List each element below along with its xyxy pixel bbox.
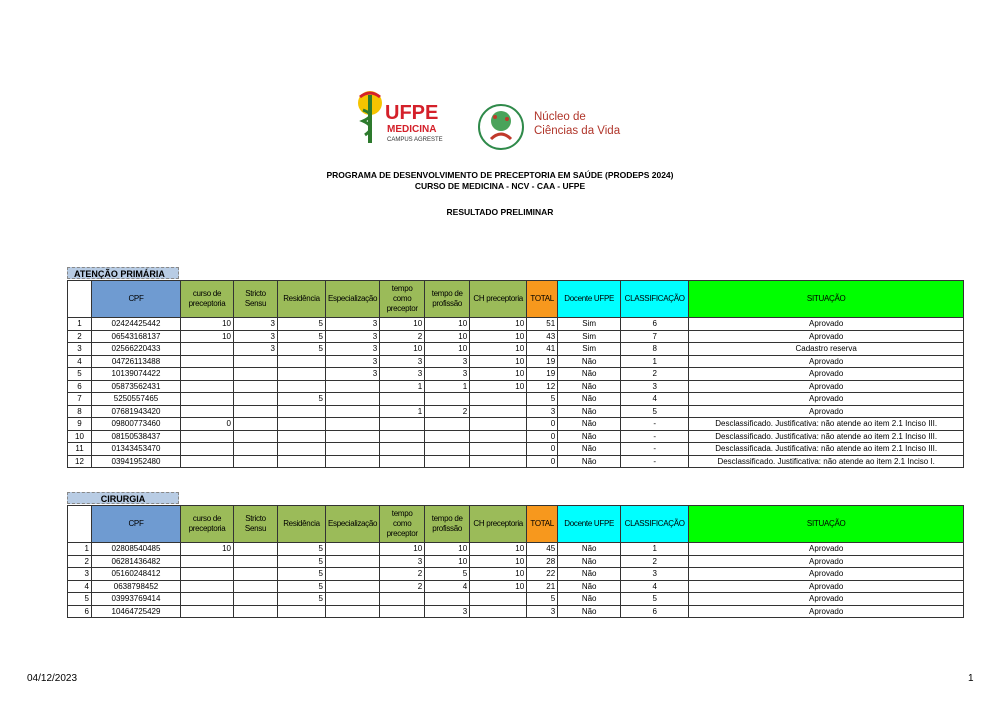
cell-tempo-como-preceptor (380, 430, 425, 443)
cell-cpf: 07681943420 (92, 405, 181, 418)
cell-stricto-sensu (234, 593, 278, 606)
cell-docente-ufpe: Não (558, 380, 621, 393)
cell-residencia: 5 (278, 393, 326, 406)
cell-situacao: Aprovado (689, 593, 964, 606)
cell-especializacao (326, 380, 380, 393)
cell-classificacao: 5 (621, 593, 689, 606)
cell-total: 19 (527, 355, 558, 368)
ncv-logo-text: Núcleo de Ciências da Vida (534, 111, 621, 137)
column-header-classificacao: CLASSIFICAÇÃO (621, 281, 689, 318)
column-header-tempo-de-profissao: tempo de profissão (425, 506, 470, 543)
cell-curso-preceptoria (181, 593, 234, 606)
cell-tempo-como-preceptor: 10 (380, 318, 425, 331)
cell-total: 21 (527, 580, 558, 593)
cell-docente-ufpe: Não (558, 568, 621, 581)
cell-cpf: 03941952480 (92, 455, 181, 468)
cell-total: 0 (527, 455, 558, 468)
cell-docente-ufpe: Não (558, 543, 621, 556)
cell-curso-preceptoria (181, 380, 234, 393)
cell-docente-ufpe: Não (558, 405, 621, 418)
cell-tempo-como-preceptor: 3 (380, 355, 425, 368)
cell-situacao: Aprovado (689, 555, 964, 568)
cell-ch-preceptoria: 10 (470, 330, 527, 343)
cell-total: 3 (527, 605, 558, 618)
cell-stricto-sensu: 3 (234, 343, 278, 356)
cell-residencia: 5 (278, 593, 326, 606)
table-row (68, 443, 964, 456)
cell-ch-preceptoria: 10 (470, 318, 527, 331)
table-row (68, 455, 964, 468)
cell-docente-ufpe: Não (558, 593, 621, 606)
cell-classificacao: 5 (621, 405, 689, 418)
cell-tempo-como-preceptor: 1 (380, 405, 425, 418)
cell-row-number: 1 (68, 543, 92, 556)
cell-especializacao (326, 443, 380, 456)
cell-situacao: Aprovado (689, 330, 964, 343)
cell-classificacao: 6 (621, 318, 689, 331)
cell-total: 43 (527, 330, 558, 343)
cell-tempo-como-preceptor: 10 (380, 543, 425, 556)
cell-ch-preceptoria: 10 (470, 343, 527, 356)
table-row (68, 418, 964, 431)
cell-ch-preceptoria (470, 393, 527, 406)
cell-ch-preceptoria: 10 (470, 380, 527, 393)
cell-ch-preceptoria: 10 (470, 580, 527, 593)
cell-tempo-de-profissao: 10 (425, 343, 470, 356)
cell-situacao: Desclassificada. Justificativa: não atende ao item 2.1 Inciso III. (689, 443, 964, 456)
cell-curso-preceptoria: 10 (181, 318, 234, 331)
table-row (68, 568, 964, 581)
cell-classificacao: 8 (621, 343, 689, 356)
cell-residencia (278, 405, 326, 418)
cell-cpf: 05160248412 (92, 568, 181, 581)
cell-total: 22 (527, 568, 558, 581)
cell-especializacao (326, 430, 380, 443)
cell-especializacao (326, 543, 380, 556)
cell-stricto-sensu (234, 455, 278, 468)
cell-docente-ufpe: Sim (558, 343, 621, 356)
cell-curso-preceptoria: 0 (181, 418, 234, 431)
cell-cpf: 09800773460 (92, 418, 181, 431)
column-header-ch-preceptoria: CH preceptoria (470, 281, 527, 318)
table-row (68, 580, 964, 593)
cell-ch-preceptoria (470, 418, 527, 431)
cell-residencia: 5 (278, 580, 326, 593)
cell-especializacao: 3 (326, 318, 380, 331)
column-header-stricto-sensu: Stricto Sensu (234, 506, 278, 543)
header-row (68, 506, 964, 543)
cell-classificacao: 2 (621, 368, 689, 381)
cell-especializacao (326, 393, 380, 406)
cell-total: 5 (527, 593, 558, 606)
table-row (68, 380, 964, 393)
cell-docente-ufpe: Não (558, 580, 621, 593)
cell-tempo-como-preceptor: 3 (380, 555, 425, 568)
cell-tempo-de-profissao: 10 (425, 330, 470, 343)
cell-ch-preceptoria: 10 (470, 568, 527, 581)
cell-especializacao (326, 568, 380, 581)
cell-docente-ufpe: Não (558, 443, 621, 456)
table-row (68, 355, 964, 368)
cell-tempo-de-profissao (425, 443, 470, 456)
cell-situacao: Desclassificado. Justificativa: não atende ao item 2.1 Inciso I. (689, 455, 964, 468)
cell-cpf: 5250557465 (92, 393, 181, 406)
cell-ch-preceptoria: 10 (470, 368, 527, 381)
cell-curso-preceptoria (181, 343, 234, 356)
cell-stricto-sensu (234, 355, 278, 368)
cell-row-number: 4 (68, 580, 92, 593)
cell-cpf: 05873562431 (92, 380, 181, 393)
cell-cpf: 08150538437 (92, 430, 181, 443)
cell-curso-preceptoria (181, 568, 234, 581)
cell-especializacao (326, 405, 380, 418)
cell-tempo-como-preceptor: 10 (380, 343, 425, 356)
cell-tempo-como-preceptor (380, 605, 425, 618)
cell-residencia (278, 443, 326, 456)
cell-classificacao: - (621, 443, 689, 456)
cell-especializacao (326, 593, 380, 606)
cell-residencia (278, 368, 326, 381)
cell-tempo-de-profissao: 1 (425, 380, 470, 393)
cell-situacao: Aprovado (689, 568, 964, 581)
cell-curso-preceptoria (181, 368, 234, 381)
column-header-cpf: CPF (92, 281, 181, 318)
cell-tempo-como-preceptor (380, 418, 425, 431)
cell-ch-preceptoria (470, 455, 527, 468)
cell-especializacao (326, 418, 380, 431)
column-header-especializacao: Especialização (326, 281, 380, 318)
cell-row-number: 4 (68, 355, 92, 368)
cell-residencia (278, 605, 326, 618)
cell-total: 28 (527, 555, 558, 568)
cell-stricto-sensu (234, 543, 278, 556)
cell-stricto-sensu (234, 555, 278, 568)
cell-classificacao: 1 (621, 355, 689, 368)
cell-tempo-de-profissao: 2 (425, 405, 470, 418)
column-header-tempo-de-profissao: tempo de profissão (425, 281, 470, 318)
cell-ch-preceptoria (470, 430, 527, 443)
cell-especializacao (326, 605, 380, 618)
ncv-logo-icon (477, 103, 525, 151)
cell-curso-preceptoria (181, 443, 234, 456)
cell-row-number: 6 (68, 605, 92, 618)
cell-cpf: 10464725429 (92, 605, 181, 618)
cell-tempo-como-preceptor: 1 (380, 380, 425, 393)
cell-row-number: 9 (68, 418, 92, 431)
cell-curso-preceptoria (181, 555, 234, 568)
column-header-tempo-como-preceptor: tempo como preceptor (380, 506, 425, 543)
cell-tempo-de-profissao: 3 (425, 368, 470, 381)
cell-tempo-de-profissao (425, 393, 470, 406)
cell-docente-ufpe: Não (558, 355, 621, 368)
cell-cpf: 01343453470 (92, 443, 181, 456)
cell-total: 5 (527, 393, 558, 406)
cell-stricto-sensu (234, 405, 278, 418)
column-header-curso-preceptoria: curso de preceptoria (181, 506, 234, 543)
column-header-classificacao: CLASSIFICAÇÃO (621, 506, 689, 543)
cell-tempo-de-profissao: 10 (425, 543, 470, 556)
column-header-total: TOTAL (527, 281, 558, 318)
cell-total: 0 (527, 418, 558, 431)
cell-stricto-sensu (234, 568, 278, 581)
cell-situacao: Aprovado (689, 543, 964, 556)
cell-docente-ufpe: Sim (558, 330, 621, 343)
cell-total: 19 (527, 368, 558, 381)
cell-classificacao: 4 (621, 393, 689, 406)
table-row (68, 543, 964, 556)
cell-classificacao: - (621, 430, 689, 443)
cell-tempo-como-preceptor: 2 (380, 330, 425, 343)
cell-ch-preceptoria: 10 (470, 543, 527, 556)
svg-text:CAMPUS AGRESTE: CAMPUS AGRESTE (387, 137, 443, 143)
cell-classificacao: - (621, 418, 689, 431)
cell-classificacao: 1 (621, 543, 689, 556)
course-subtitle: CURSO DE MEDICINA - NCV - CAA - UFPE (414, 181, 586, 191)
cell-curso-preceptoria: 10 (181, 543, 234, 556)
cell-curso-preceptoria (181, 355, 234, 368)
cell-total: 3 (527, 405, 558, 418)
column-header-situacao: SITUAÇÃO (689, 281, 964, 318)
cell-classificacao: - (621, 455, 689, 468)
cell-tempo-de-profissao: 4 (425, 580, 470, 593)
cell-ch-preceptoria: 10 (470, 555, 527, 568)
column-header-total: TOTAL (527, 506, 558, 543)
cell-curso-preceptoria (181, 455, 234, 468)
cell-stricto-sensu (234, 605, 278, 618)
cell-residencia: 5 (278, 543, 326, 556)
cell-classificacao: 4 (621, 580, 689, 593)
svg-text:UFPE: UFPE (385, 102, 439, 124)
cell-classificacao: 3 (621, 568, 689, 581)
cell-classificacao: 2 (621, 555, 689, 568)
cell-docente-ufpe: Não (558, 455, 621, 468)
cell-curso-preceptoria (181, 405, 234, 418)
table-row (68, 368, 964, 381)
page-number: 1 (968, 673, 974, 684)
cell-tempo-como-preceptor (380, 443, 425, 456)
cell-stricto-sensu (234, 443, 278, 456)
cell-total: 51 (527, 318, 558, 331)
cell-situacao: Aprovado (689, 355, 964, 368)
cell-row-number: 6 (68, 380, 92, 393)
cell-stricto-sensu (234, 430, 278, 443)
cell-situacao: Desclassificado. Justificativa: não atende ao item 2.1 Inciso III. (689, 418, 964, 431)
cell-stricto-sensu: 3 (234, 330, 278, 343)
cell-cpf: 03993769414 (92, 593, 181, 606)
cell-tempo-como-preceptor (380, 455, 425, 468)
cell-docente-ufpe: Não (558, 368, 621, 381)
column-header-residencia: Residência (278, 281, 326, 318)
cell-residencia (278, 418, 326, 431)
header-row (68, 281, 964, 318)
table-row (68, 343, 964, 356)
cell-curso-preceptoria (181, 393, 234, 406)
cell-especializacao (326, 580, 380, 593)
cell-total: 41 (527, 343, 558, 356)
column-header-tempo-como-preceptor: tempo como preceptor (380, 281, 425, 318)
cell-row-number: 12 (68, 455, 92, 468)
cell-total: 0 (527, 430, 558, 443)
footer-date: 04/12/2023 (27, 673, 78, 684)
cell-cpf: 04726113488 (92, 355, 181, 368)
column-header-curso-preceptoria: curso de preceptoria (181, 281, 234, 318)
cell-residencia: 5 (278, 568, 326, 581)
svg-text:MEDICINA: MEDICINA (387, 124, 437, 135)
cell-residencia (278, 380, 326, 393)
table-row (68, 393, 964, 406)
cell-situacao: Desclassificado. Justificativa: não atende ao item 2.1 Inciso III. (689, 430, 964, 443)
cell-especializacao: 3 (326, 343, 380, 356)
cell-total: 45 (527, 543, 558, 556)
cell-residencia: 5 (278, 555, 326, 568)
cell-tempo-de-profissao: 5 (425, 568, 470, 581)
column-header-row-number (68, 281, 92, 318)
cell-row-number: 8 (68, 405, 92, 418)
cell-curso-preceptoria (181, 430, 234, 443)
cell-stricto-sensu (234, 418, 278, 431)
cell-cpf: 02566220433 (92, 343, 181, 356)
cell-ch-preceptoria (470, 405, 527, 418)
cell-tempo-de-profissao: 10 (425, 555, 470, 568)
cell-ch-preceptoria (470, 593, 527, 606)
column-header-docente-ufpe: Docente UFPE (558, 281, 621, 318)
cell-tempo-de-profissao: 3 (425, 355, 470, 368)
cell-classificacao: 3 (621, 380, 689, 393)
cell-cpf: 10139074422 (92, 368, 181, 381)
cell-tempo-de-profissao (425, 418, 470, 431)
cell-tempo-de-profissao (425, 593, 470, 606)
cell-ch-preceptoria (470, 605, 527, 618)
cell-residencia (278, 455, 326, 468)
cell-especializacao: 3 (326, 355, 380, 368)
cell-residencia: 5 (278, 343, 326, 356)
cell-docente-ufpe: Não (558, 605, 621, 618)
table-row (68, 330, 964, 343)
cell-tempo-de-profissao: 10 (425, 318, 470, 331)
cell-row-number: 11 (68, 443, 92, 456)
cell-situacao: Aprovado (689, 405, 964, 418)
cell-row-number: 5 (68, 593, 92, 606)
cell-stricto-sensu (234, 580, 278, 593)
column-header-especializacao: Especialização (326, 506, 380, 543)
cell-docente-ufpe: Não (558, 555, 621, 568)
cell-residencia: 5 (278, 318, 326, 331)
cell-residencia: 5 (278, 330, 326, 343)
cell-cpf: 02808540485 (92, 543, 181, 556)
cell-cpf: 06543168137 (92, 330, 181, 343)
table-row (68, 593, 964, 606)
cell-total: 0 (527, 443, 558, 456)
table-row (68, 318, 964, 331)
cell-especializacao: 3 (326, 330, 380, 343)
cell-situacao: Aprovado (689, 380, 964, 393)
cell-tempo-como-preceptor: 2 (380, 568, 425, 581)
cell-row-number: 10 (68, 430, 92, 443)
section-label: CIRURGIA (67, 492, 179, 504)
cell-stricto-sensu (234, 368, 278, 381)
cell-situacao: Aprovado (689, 318, 964, 331)
cell-curso-preceptoria (181, 580, 234, 593)
column-header-stricto-sensu: Stricto Sensu (234, 281, 278, 318)
cell-docente-ufpe: Não (558, 430, 621, 443)
cell-row-number: 3 (68, 568, 92, 581)
cell-situacao: Aprovado (689, 393, 964, 406)
column-header-row-number (68, 506, 92, 543)
cell-row-number: 2 (68, 330, 92, 343)
table-row (68, 405, 964, 418)
cell-ch-preceptoria (470, 443, 527, 456)
cell-row-number: 3 (68, 343, 92, 356)
section-label: ATENÇÃO PRIMÁRIA (67, 267, 179, 279)
cell-stricto-sensu (234, 380, 278, 393)
cell-situacao: Aprovado (689, 368, 964, 381)
cell-classificacao: 6 (621, 605, 689, 618)
results-table (67, 505, 964, 618)
cell-row-number: 7 (68, 393, 92, 406)
cell-situacao: Cadastro reserva (689, 343, 964, 356)
table-row (68, 605, 964, 618)
column-header-residencia: Residência (278, 506, 326, 543)
cell-classificacao: 7 (621, 330, 689, 343)
cell-tempo-como-preceptor (380, 593, 425, 606)
cell-tempo-de-profissao (425, 430, 470, 443)
cell-residencia (278, 355, 326, 368)
cell-especializacao (326, 555, 380, 568)
cell-cpf: 0638798452 (92, 580, 181, 593)
ufpe-medicina-logo (345, 85, 445, 150)
cell-docente-ufpe: Não (558, 393, 621, 406)
cell-situacao: Aprovado (689, 605, 964, 618)
column-header-situacao: SITUAÇÃO (689, 506, 964, 543)
table-row (68, 555, 964, 568)
cell-tempo-como-preceptor (380, 393, 425, 406)
cell-especializacao: 3 (326, 368, 380, 381)
results-table (67, 280, 964, 468)
cell-ch-preceptoria: 10 (470, 355, 527, 368)
cell-row-number: 2 (68, 555, 92, 568)
table-row (68, 430, 964, 443)
cell-docente-ufpe: Não (558, 418, 621, 431)
cell-residencia (278, 430, 326, 443)
program-title: PROGRAMA DE DESENVOLVIMENTO DE PRECEPTORIA EM SAÚDE (PRODEPS 2024) (326, 170, 674, 180)
result-title: RESULTADO PRELIMINAR (446, 207, 554, 217)
cell-tempo-de-profissao (425, 455, 470, 468)
cell-tempo-como-preceptor: 2 (380, 580, 425, 593)
column-header-docente-ufpe: Docente UFPE (558, 506, 621, 543)
cell-row-number: 5 (68, 368, 92, 381)
cell-tempo-como-preceptor: 3 (380, 368, 425, 381)
column-header-ch-preceptoria: CH preceptoria (470, 506, 527, 543)
cell-docente-ufpe: Sim (558, 318, 621, 331)
column-header-cpf: CPF (92, 506, 181, 543)
cell-especializacao (326, 455, 380, 468)
cell-stricto-sensu (234, 393, 278, 406)
cell-row-number: 1 (68, 318, 92, 331)
cell-situacao: Aprovado (689, 580, 964, 593)
cell-tempo-de-profissao: 3 (425, 605, 470, 618)
cell-cpf: 02424425442 (92, 318, 181, 331)
cell-curso-preceptoria: 10 (181, 330, 234, 343)
cell-curso-preceptoria (181, 605, 234, 618)
cell-total: 12 (527, 380, 558, 393)
cell-stricto-sensu: 3 (234, 318, 278, 331)
cell-cpf: 06281436482 (92, 555, 181, 568)
